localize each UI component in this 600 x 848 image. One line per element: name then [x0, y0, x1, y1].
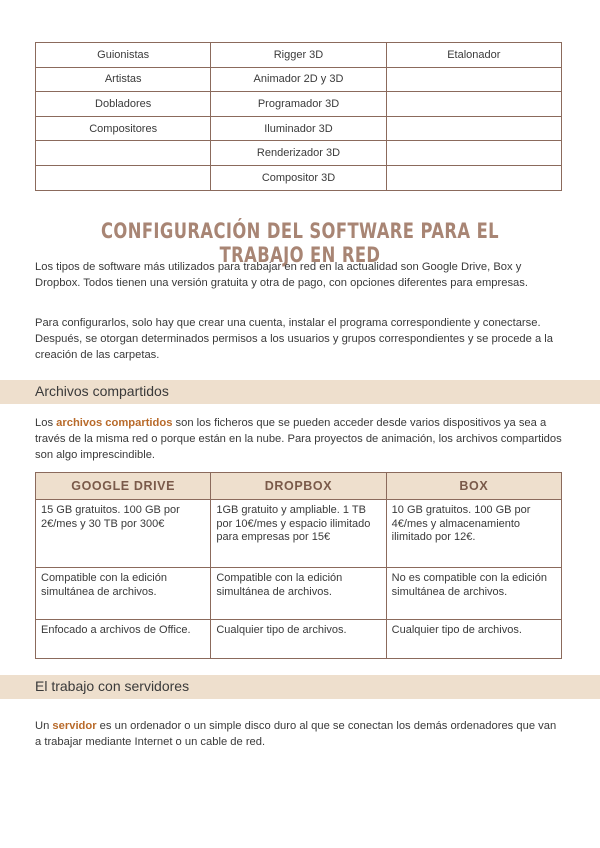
table-row [36, 116, 562, 141]
table-cell: Artistas [36, 67, 211, 92]
table-cell [386, 116, 561, 141]
table-cell: Etalonador [386, 43, 561, 68]
comparison-table [35, 472, 562, 659]
section-band-archivos [0, 380, 600, 404]
section-band-servidores [0, 675, 600, 699]
column-header: DROPBOX [211, 473, 386, 500]
table-cell: Dobladores [36, 92, 211, 117]
intro-paragraph-2: Para configurarlos, solo hay que crear una cuenta, instalar el programa correspondiente y conectarse. Después, se otorgan determinados permisos a los usuarios y grupos correspondientes y se procede a la creación de las carpetas. [35, 317, 554, 361]
table-cell [36, 165, 211, 190]
table-cell: Programador 3D [211, 92, 386, 117]
table-cell: Compatible con la edición simultánea de archivos. [36, 568, 211, 620]
table-cell: Compositor 3D [211, 165, 386, 190]
intro-paragraph-1: Los tipos de software más utilizados para trabajar en red en la actualidad son Google Drive, Box y Dropbox. Todos tienen una versión gratuita y otra de pago, con opciones diferentes para empresas. [35, 261, 528, 289]
table-row [36, 568, 562, 620]
section-title: CONFIGURACIÓN DEL SOFTWARE PARA EL TRABAJO EN RED [100, 219, 499, 267]
table-row [36, 141, 562, 166]
table-cell: No es compatible con la edición simultánea de archivos. [386, 568, 561, 620]
table-cell: Rigger 3D [211, 43, 386, 68]
table-header-row [36, 473, 562, 500]
column-header: GOOGLE DRIVE [36, 473, 211, 500]
archivos-text-after: son los ficheros que se pueden acceder desde varios dispositivos ya sea a través de la misma red o porque están en la nube. Para proyectos de animación, los archivos compartidos son algo imprescindible. [35, 417, 562, 461]
table-cell: 15 GB gratuitos. 100 GB por 2€/mes y 30 TB por 300€ [36, 500, 211, 568]
table-cell: Enfocado a archivos de Office. [36, 620, 211, 659]
table-row [36, 43, 562, 68]
servidores-text-after: es un ordenador o un simple disco duro al que se conectan los demás ordenadores que van a trabajar mediante Internet o un cable de red. [35, 720, 557, 748]
table-cell: Compatible con la edición simultánea de archivos. [211, 568, 386, 620]
table-cell: Iluminador 3D [211, 116, 386, 141]
table-cell: Renderizador 3D [211, 141, 386, 166]
servidores-paragraph [35, 718, 565, 750]
archivos-text-before: Los [35, 417, 57, 429]
table-cell: Compositores [36, 116, 211, 141]
table-cell: Cualquier tipo de archivos. [386, 620, 561, 659]
table-cell [36, 141, 211, 166]
roles-table [35, 42, 562, 191]
table-cell: Cualquier tipo de archivos. [211, 620, 386, 659]
table-row [36, 67, 562, 92]
archivos-paragraph [35, 415, 565, 463]
servidores-heading: El trabajo con servidores [35, 678, 190, 694]
table-cell: 10 GB gratuitos. 100 GB por 4€/mes y almacenamiento ilimitado por 12€. [386, 500, 561, 568]
table-cell: 1GB gratuito y ampliable. 1 TB por 10€/mes y espacio ilimitado para empresas por 15€ [211, 500, 386, 568]
archivos-highlight: archivos compartidos [56, 417, 173, 429]
table-row [36, 165, 562, 190]
table-cell [386, 165, 561, 190]
table-row [36, 92, 562, 117]
table-row [36, 500, 562, 568]
table-cell: Guionistas [36, 43, 211, 68]
servidores-highlight: servidor [52, 720, 97, 732]
servidores-text-before: Un [35, 720, 53, 732]
table-row [36, 620, 562, 659]
table-cell [386, 92, 561, 117]
table-cell [386, 67, 561, 92]
table-cell: Animador 2D y 3D [211, 67, 386, 92]
column-header: BOX [386, 473, 561, 500]
table-cell [386, 141, 561, 166]
archivos-heading: Archivos compartidos [35, 383, 169, 399]
